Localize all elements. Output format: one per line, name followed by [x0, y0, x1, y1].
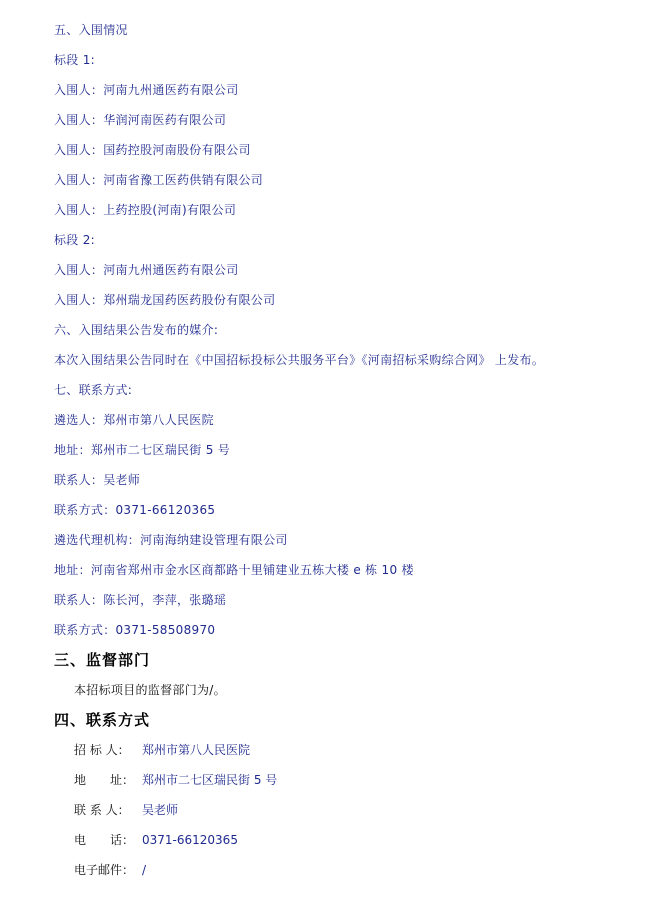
contact-line: 联系人：陈长河，李萍，张璐瑶 — [54, 593, 227, 607]
lot-2-label: 标段 2: — [54, 233, 95, 247]
section-6-text: 本次入围结果公告同时在《中国招标投标公共服务平台》《河南招标采购综合网》 上发布。 — [54, 353, 545, 367]
lot-1-winner: 入围人：河南九州通医药有限公司 — [54, 83, 239, 97]
lot-2-winner: 入围人：郑州瑞龙国药医药股份有限公司 — [54, 293, 276, 307]
lot-1-winner: 入围人：国药控股河南股份有限公司 — [54, 143, 251, 157]
contact-value: 郑州市二七区瑞民街 5 号 — [142, 773, 278, 787]
section-7-title: 七、联系方式: — [54, 383, 133, 397]
contact-key: 电 话： — [74, 833, 135, 847]
contact-key: 地 址： — [74, 773, 135, 787]
lot-1-winner: 入围人：河南省豫工医药供销有限公司 — [54, 173, 264, 187]
contact-value: 郑州市第八人民医院 — [142, 743, 251, 757]
contact-row-tenderer — [74, 742, 250, 758]
contact-line: 联系人：吴老师 — [54, 473, 141, 487]
contact-value: 0371-66120365 — [142, 833, 238, 847]
supervision-heading: 三、监督部门 — [54, 651, 151, 669]
contact-row-person — [74, 802, 178, 818]
contact-row-address — [74, 772, 277, 788]
contact-row-phone — [74, 832, 238, 848]
lot-1-label: 标段 1: — [54, 53, 95, 67]
contact-line: 联系方式：0371-58508970 — [54, 623, 216, 637]
contact-key: 招 标 人： — [74, 743, 130, 757]
contact-heading: 四、联系方式 — [54, 711, 151, 729]
section-6-title: 六、入围结果公告发布的媒介: — [54, 323, 219, 337]
section-5-title: 五、入围情况 — [54, 23, 128, 37]
contact-line: 遴选代理机构：河南海纳建设管理有限公司 — [54, 533, 288, 547]
lot-1-winner: 入围人：华润河南医药有限公司 — [54, 113, 227, 127]
contact-value: / — [142, 863, 147, 877]
contact-line: 联系方式：0371-66120365 — [54, 503, 216, 517]
supervision-text: 本招标项目的监督部门为/。 — [74, 683, 226, 697]
contact-key: 联 系 人： — [74, 803, 130, 817]
contact-line: 地址：郑州市二七区瑞民街 5 号 — [54, 443, 231, 457]
contact-key: 电子邮件： — [74, 863, 135, 877]
contact-line: 地址：河南省郑州市金水区商都路十里铺建业五栋大楼 e 栋 10 楼 — [54, 563, 414, 577]
lot-2-winner: 入围人：河南九州通医药有限公司 — [54, 263, 239, 277]
contact-line: 遴选人：郑州市第八人民医院 — [54, 413, 214, 427]
contact-value: 吴老师 — [142, 803, 179, 817]
contact-row-email — [74, 862, 146, 878]
lot-1-winner: 入围人：上药控股(河南)有限公司 — [54, 203, 237, 217]
